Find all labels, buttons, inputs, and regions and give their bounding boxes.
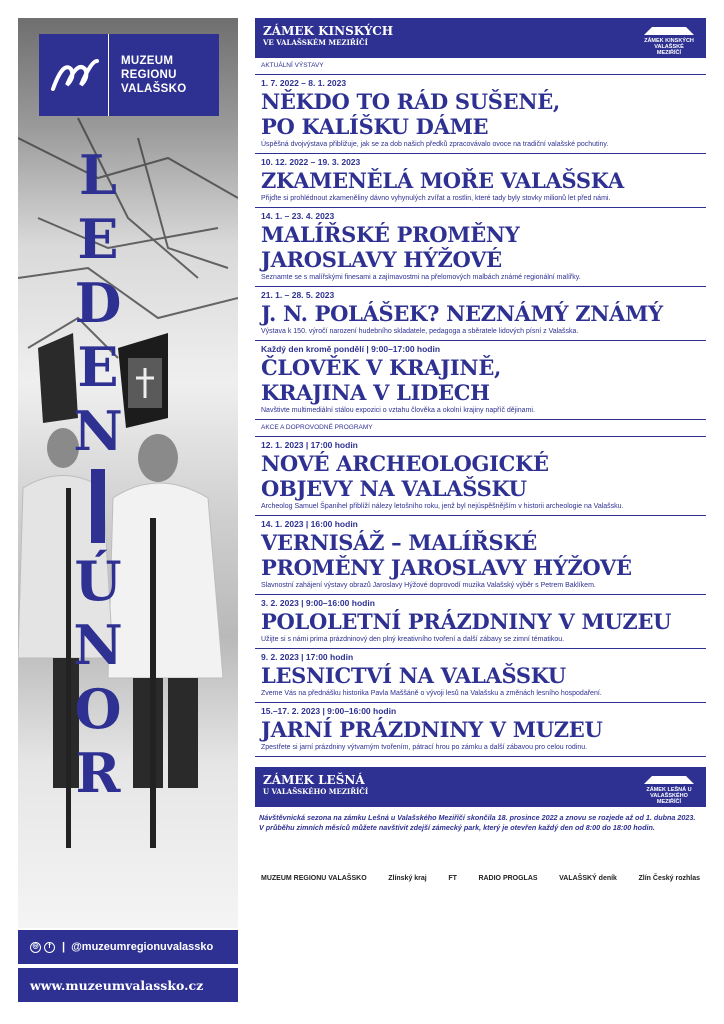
- event-item: [255, 208, 706, 287]
- partner-logos: [255, 859, 706, 899]
- facebook-icon[interactable]: f: [44, 942, 55, 953]
- event-date: Každý den kromě pondělí | 9:00–17:00 hodin: [261, 344, 441, 354]
- event-title: VERNISÁŽ – MALÍŘSKÉ: [261, 530, 537, 555]
- footer-subtitle: U VALAŠSKÉHO MEZIŘÍČÍ: [263, 787, 369, 796]
- footer-title: ZÁMEK LEŠNÁ: [263, 773, 365, 787]
- footer-logo-text: ZÁMEK LEŠNÁ U VALAŠSKÉHO MEZIŘÍČÍ: [646, 787, 692, 805]
- month-letter: Ú: [74, 549, 122, 613]
- event-description: Přijďte si prohlédnout zkameněliny dávno vyhynulých zvířat a rostlin, které tady byly stovky milionů let před námi.: [261, 195, 611, 202]
- month-letter: R: [75, 741, 121, 805]
- partner-logo: VALAŠSKÝ deník: [559, 875, 617, 882]
- event-description: Výstava k 150. výročí narození hudebního skladatele, pedagoga a sběratele lidových písní z Valašska.: [261, 328, 579, 335]
- header-zamek-kinskych: [255, 18, 706, 58]
- month-letter: N: [73, 399, 123, 463]
- event-date: 1. 7. 2022 – 8. 1. 2023: [261, 78, 347, 88]
- left-column: [18, 18, 238, 1013]
- event-title: KRAJINA V LIDECH: [261, 380, 490, 405]
- social-separator: |: [62, 941, 66, 953]
- partner-logo: Zlínský kraj: [388, 875, 427, 882]
- event-title: JARNÍ PRÁZDNINY V MUZEU: [261, 717, 603, 742]
- logo-line-2: REGIONU: [121, 69, 177, 81]
- website-text[interactable]: www.muzeumvalassko.cz: [30, 977, 204, 993]
- event-title: OBJEVY NA VALAŠSKU: [261, 476, 527, 501]
- header-title: ZÁMEK KINSKÝCH: [263, 24, 394, 38]
- month-letter: D: [74, 271, 122, 335]
- event-title: J. N. POLÁŠEK? NEZNÁMÝ ZNÁMÝ: [261, 301, 663, 326]
- event-item: [255, 287, 706, 341]
- months-vertical-title: [58, 143, 138, 805]
- zamek-kinskych-logo: [642, 24, 696, 56]
- event-item: [255, 595, 706, 649]
- instagram-icon[interactable]: ◎: [30, 942, 41, 953]
- event-title: JAROSLAVY HÝŽOVÉ: [261, 247, 502, 272]
- month-separator: [91, 469, 105, 543]
- event-title: PO KALÍŠKU DÁME: [261, 114, 489, 139]
- event-title: MALÍŘSKÉ PROMĚNY: [261, 222, 520, 247]
- event-item: [255, 437, 706, 516]
- event-date: 9. 2. 2023 | 17:00 hodin: [261, 652, 354, 662]
- event-date: 3. 2. 2023 | 9:00–16:00 hodin: [261, 598, 375, 608]
- partner-logo: MUZEUM REGIONU VALAŠSKO: [261, 875, 367, 882]
- museum-logo-icon: [39, 34, 109, 116]
- month-letter: N: [73, 613, 123, 677]
- event-item: [255, 516, 706, 595]
- event-title: NOVÉ ARCHEOLOGICKÉ: [261, 451, 549, 476]
- event-description: Seznamte se s malířskými finesami a zajímavostmi na přelomových malbách známé regionální malířky.: [261, 274, 581, 281]
- partner-logo: Zlín Český rozhlas: [638, 875, 700, 882]
- event-description: Úspěšná dvojvýstava přibližuje, jak se za dob našich předků zpracovávalo ovoce na tradiční valašské pochutiny.: [261, 141, 609, 148]
- website-link[interactable]: [18, 968, 238, 1002]
- event-title: ZKAMENĚLÁ MOŘE VALAŠSKA: [261, 168, 624, 193]
- event-date: 21. 1. – 28. 5. 2023: [261, 290, 335, 300]
- event-title: POLOLETNÍ PRÁZDNINY V MUZEU: [261, 609, 672, 634]
- event-title: LESNICTVÍ NA VALAŠSKU: [261, 663, 566, 688]
- museum-logo-text: [109, 54, 186, 96]
- event-title: ČLOVĚK V KRAJINĚ,: [261, 355, 502, 380]
- event-item: [255, 341, 706, 420]
- event-date: 14. 1. – 23. 4. 2023: [261, 211, 335, 221]
- event-description: Užijte si s námi prima prázdninový den plný kreativního tvoření a další zábavy se zimní tématikou.: [261, 636, 565, 643]
- museum-logo[interactable]: [39, 34, 219, 116]
- event-description: Navštivte multimediální stálou expozici o vztahu člověka a okolní krajiny napříč dějinami.: [261, 407, 535, 414]
- castle-icon: [642, 24, 696, 36]
- social-bar[interactable]: [18, 930, 238, 964]
- event-description: Zpestřete si jarní prázdniny výtvarným tvořením, pátrací hrou po zámku a další zábavou pro celou rodinu.: [261, 744, 588, 751]
- event-date: 15.–17. 2. 2023 | 9:00–16:00 hodin: [261, 706, 397, 716]
- event-date: 10. 12. 2022 – 19. 3. 2023: [261, 157, 361, 167]
- event-item: [255, 75, 706, 154]
- exhibitions-list: [255, 75, 706, 420]
- zamek-lesna-logo: [642, 773, 696, 805]
- event-title: NĚKDO TO RÁD SUŠENÉ,: [261, 89, 560, 114]
- header-subtitle: VE VALAŠSKÉM MEZIŘÍČÍ: [263, 38, 368, 47]
- castle-icon: [642, 773, 696, 785]
- month-letter: L: [79, 143, 117, 207]
- partner-logo: RADIO PROGLAS: [478, 875, 538, 882]
- right-column: [255, 18, 706, 899]
- event-item: [255, 703, 706, 757]
- logo-line-1: MUZEUM: [121, 55, 174, 67]
- month-letter: E: [77, 207, 119, 271]
- event-item: [255, 154, 706, 208]
- footer-zamek-lesna: [255, 767, 706, 807]
- logo-line-3: VALAŠSKO: [121, 83, 187, 95]
- section-exhibitions: AKTUÁLNÍ VÝSTAVY: [255, 58, 706, 75]
- event-description: Slavnostní zahájení výstavy obrazů Jaroslavy Hýžové doprovodí muzika Valašský výběr s Petrem Baklíkem.: [261, 582, 596, 589]
- social-handle[interactable]: @muzeumregionuvalassko: [71, 941, 214, 953]
- event-title: PROMĚNY JAROSLAVY HÝŽOVÉ: [261, 555, 632, 580]
- lesna-season-note: Návštěvnická sezona na zámku Lešná u Valašského Meziříčí skončila 18. prosince 2022 a znovu se rozjede až od 1. dubna 2023. V průběhu zimních měsíců můžete navštívit zdejší zámecký park, který je otevřen každý den od 8:00 do 18:00 hodin.: [259, 813, 696, 832]
- section-programs: AKCE A DOPROVODNÉ PROGRAMY: [255, 420, 706, 437]
- month-letter: E: [77, 335, 119, 399]
- month-letter: O: [74, 677, 122, 741]
- event-date: 12. 1. 2023 | 17:00 hodin: [261, 440, 358, 450]
- event-description: Archeolog Samuel Španihel přiblíží nálezy letošního roku, jenž byl nejúspěšnějším v historii archeologie na Valašsku.: [261, 503, 624, 510]
- header-logo-text: ZÁMEK KINSKÝCH VALAŠSKÉ MEZIŘÍČÍ: [644, 38, 694, 56]
- event-item: [255, 649, 706, 703]
- programs-list: [255, 437, 706, 757]
- event-description: Zveme Vás na přednášku historika Pavla Maššáně o vývoji lesů na Valašsku a změnách lesního hospodaření.: [261, 690, 602, 697]
- spacer: [255, 757, 706, 767]
- event-date: 14. 1. 2023 | 16:00 hodin: [261, 519, 358, 529]
- partner-logo: FT: [448, 875, 457, 882]
